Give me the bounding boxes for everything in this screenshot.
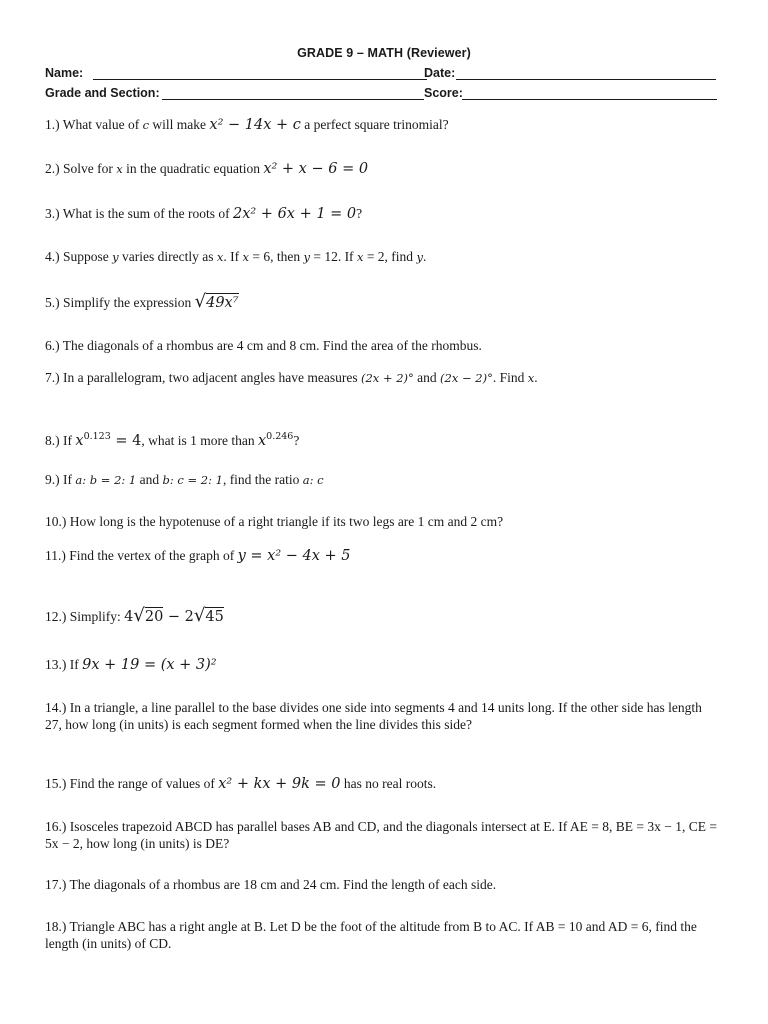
score-blank[interactable] [462, 86, 717, 100]
q5-radicand: 49x⁷ [206, 295, 239, 311]
question-15: 15.) Find the range of values of x² + kx + 9k = 0 has no real roots. [45, 776, 437, 792]
question-3: 3.) What is the sum of the roots of 2x² + 6x + 1 = 0? [45, 206, 363, 222]
question-6: 6.) The diagonals of a rhombus are 4 cm and 8 cm. Find the area of the rhombus. [45, 338, 482, 353]
date-label: Date: [424, 66, 456, 80]
worksheet-title: GRADE 9 – MATH (Reviewer) [297, 46, 471, 60]
grade-section-label: Grade and Section: [45, 86, 160, 100]
grade-score-row [45, 86, 717, 106]
question-10: 10.) How long is the hypotenuse of a right triangle if its two legs are 1 cm and 2 cm? [45, 514, 504, 529]
score-label: Score: [424, 86, 463, 100]
radical-sign-icon: √ [194, 291, 207, 312]
date-blank[interactable] [456, 66, 716, 80]
question-2: 2.) Solve for x in the quadratic equation x² + x − 6 = 0 [45, 161, 369, 177]
radical-sign-icon: √ [193, 605, 206, 626]
q2-equation: x² + x − 6 = 0 [263, 161, 369, 177]
question-14: 14.) In a triangle, a line parallel to the base divides one side into segments 4 and 14 units long. If the other side has length 27, how long (in units) is each segment formed when the line divides this side? [45, 700, 702, 732]
question-4: 4.) Suppose y varies directly as x. If x = 6, then y = 12. If x = 2, find y. [45, 249, 427, 264]
question-11: 11.) Find the vertex of the graph of y = x² − 4x + 5 [45, 548, 351, 564]
question-16: 16.) Isosceles trapezoid ABCD has parallel bases AB and CD, and the diagonals intersect at E. If AE = 8, BE = 3x − 1, CE = 5x − 2, how long (in units) is DE? [45, 819, 717, 851]
name-date-row [45, 66, 717, 86]
question-1: 1.) What value of c will make x² − 14x + c a perfect square trinomial? [45, 117, 449, 133]
name-blank[interactable] [93, 66, 427, 80]
question-9: 9.) If a: b = 2: 1 and b: c = 2: 1, find the ratio a: c [45, 472, 324, 487]
question-18: 18.) Triangle ABC has a right angle at B. Let D be the foot of the altitude from B to AC. If AB = 10 and AD = 6, find the length (in units) of CD. [45, 919, 697, 951]
q3-equation: 2x² + 6x + 1 = 0 [232, 206, 357, 222]
question-5: 5.) Simplify the expression √49x⁷ [45, 291, 239, 312]
radical-sign-icon: √ [133, 605, 145, 626]
question-13: 13.) If 9x + 19 = (x + 3)² [45, 657, 217, 673]
question-7: 7.) In a parallelogram, two adjacent angles have measures (2x + 2)° and (2x − 2)°. Find x. [45, 370, 538, 385]
name-label: Name: [45, 66, 84, 80]
question-17: 17.) The diagonals of a rhombus are 18 cm and 24 cm. Find the length of each side. [45, 877, 497, 892]
q15-equation: x² + kx + 9k = 0 [218, 776, 341, 792]
q13-equation: 9x + 19 = (x + 3)² [82, 657, 217, 673]
question-8: 8.) If $x^{0.123} = 4$, what is 1 more than $x^{0.246}$? [45, 431, 300, 449]
grade-section-blank[interactable] [162, 86, 424, 100]
question-12: 12.) Simplify: 4√20 − 2√45 [45, 605, 224, 626]
q11-function: y = x² − 4x + 5 [237, 548, 351, 564]
q1-expression: x² − 14x + c [209, 117, 301, 133]
